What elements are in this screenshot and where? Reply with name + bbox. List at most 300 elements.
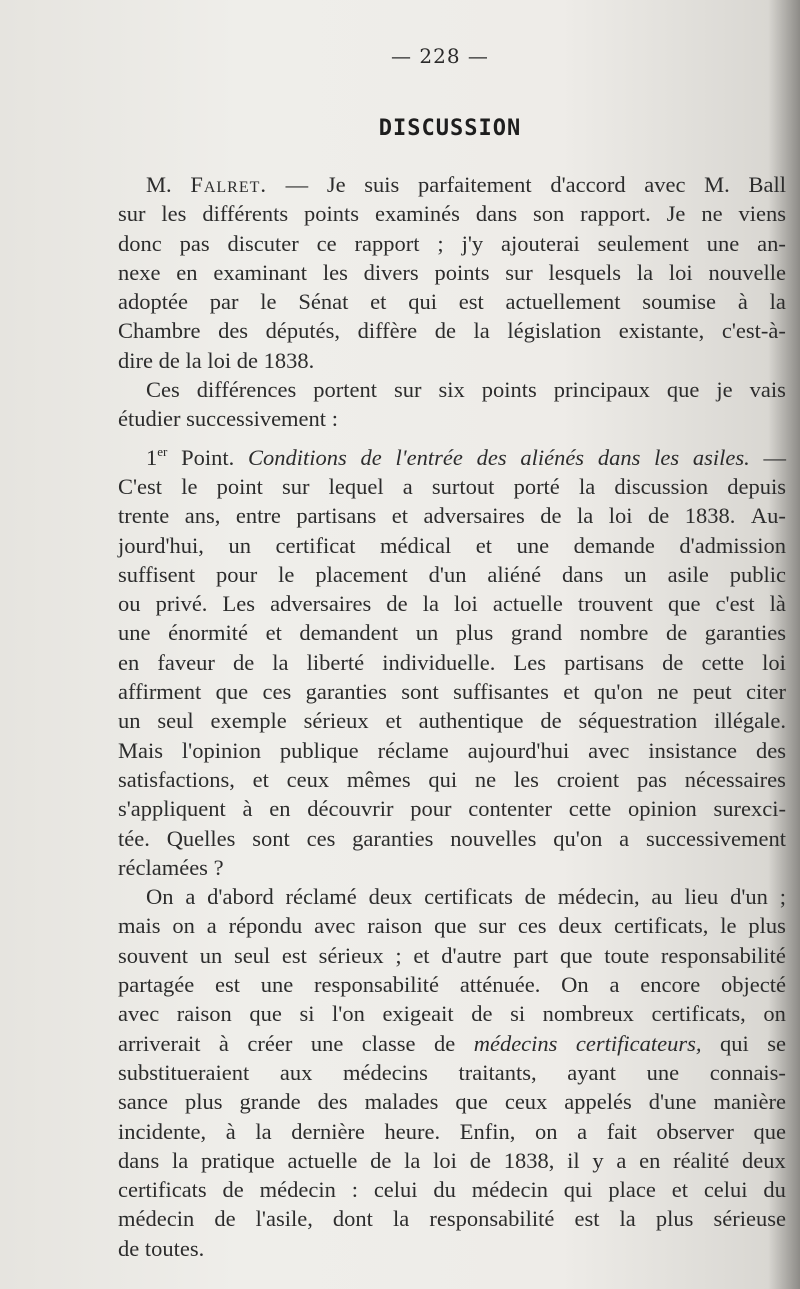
- word: à: [218, 1030, 229, 1056]
- word: connais-: [709, 1059, 786, 1085]
- word: en: [176, 259, 198, 285]
- word: 1838,: [503, 1147, 555, 1173]
- word: que: [249, 1001, 282, 1027]
- word: Les: [513, 649, 546, 675]
- text-line: [118, 501, 786, 530]
- word: on: [172, 913, 195, 939]
- word: insistance: [648, 737, 738, 763]
- word: législation: [507, 318, 602, 344]
- word: incidente,: [118, 1118, 207, 1144]
- word: donc: [118, 230, 162, 256]
- text-line: [118, 229, 786, 258]
- word: lesquels: [548, 259, 622, 285]
- word: de: [471, 1001, 493, 1027]
- word: la: [578, 473, 596, 499]
- text-line: [118, 1058, 786, 1087]
- word: peut: [692, 679, 732, 705]
- word: est: [574, 1206, 600, 1232]
- word: du: [763, 1177, 786, 1203]
- word: an-: [757, 230, 786, 256]
- word: d'accord: [550, 172, 626, 197]
- word: seulement: [597, 230, 689, 256]
- word: de: [370, 1147, 392, 1173]
- word: qu'on: [593, 679, 643, 705]
- word: énormité: [168, 620, 249, 646]
- word: lequel: [328, 473, 384, 499]
- word: est: [458, 289, 484, 315]
- word: certificats,: [614, 913, 709, 939]
- word: —: [285, 172, 309, 197]
- word: la: [473, 318, 490, 344]
- word: deux: [368, 884, 413, 910]
- word: c'est-à-: [721, 318, 786, 344]
- word: si: [299, 1001, 315, 1027]
- word: un: [415, 620, 439, 646]
- word: 1838.: [684, 503, 736, 529]
- word: le: [720, 913, 737, 939]
- word: Je: [326, 172, 346, 197]
- word: médical: [380, 532, 452, 558]
- word: qui: [408, 289, 437, 315]
- word: viens: [738, 201, 786, 227]
- text-line: [118, 736, 786, 765]
- word: plus: [748, 913, 786, 939]
- word: mêmes: [346, 766, 411, 792]
- word: là: [769, 591, 786, 617]
- text-line: [118, 824, 786, 853]
- word: porté: [513, 473, 560, 499]
- word: discuter: [227, 230, 299, 256]
- word: médecin: [118, 1206, 195, 1232]
- word: ceux: [504, 1089, 548, 1115]
- word: responsabilité: [429, 1206, 555, 1232]
- word: sérieux: [303, 708, 369, 734]
- word: points: [304, 201, 360, 227]
- word: le: [181, 473, 198, 499]
- word: et: [265, 620, 282, 646]
- word: illégale.: [714, 708, 786, 734]
- text-line: [118, 375, 786, 404]
- word: et: [563, 679, 580, 705]
- word: au: [651, 884, 673, 910]
- word: deux: [558, 913, 603, 939]
- word: Les: [222, 591, 256, 617]
- word: parfaitement: [417, 172, 532, 197]
- word: principaux: [553, 377, 650, 403]
- word: de: [386, 591, 408, 617]
- word: s'appliquent: [118, 796, 226, 822]
- word: et: [391, 503, 409, 529]
- word: et: [475, 532, 493, 558]
- word: objecté: [720, 972, 786, 998]
- word: la: [769, 289, 786, 315]
- word: le: [260, 289, 277, 315]
- word: certificat: [275, 532, 356, 558]
- word: actuellement: [505, 289, 621, 315]
- text-line: [118, 1117, 786, 1146]
- word: en: [639, 1147, 661, 1173]
- word: ne: [701, 201, 723, 227]
- word: nombre: [579, 620, 649, 646]
- word: on: [535, 1118, 558, 1144]
- word: qui: [719, 1030, 749, 1056]
- word: la: [255, 1118, 272, 1144]
- word: des: [218, 318, 249, 344]
- word: actuelle: [287, 1147, 358, 1173]
- word: manière: [713, 1089, 786, 1115]
- word: Falret.: [190, 172, 267, 197]
- word: responsabilité: [660, 942, 786, 968]
- word: nombreux: [542, 1001, 634, 1027]
- word: a: [402, 473, 413, 499]
- word: créer: [247, 1030, 293, 1056]
- word: médecin: [259, 1177, 336, 1203]
- word: ;: [779, 884, 786, 910]
- word: séquestration: [578, 708, 698, 734]
- word: grande: [239, 1089, 301, 1115]
- word: authentique: [418, 708, 524, 734]
- word: nécessaires: [684, 766, 786, 792]
- word: sur: [478, 913, 506, 939]
- word: en: [118, 649, 140, 675]
- word: de: [118, 1235, 140, 1261]
- word: aux: [279, 1059, 313, 1085]
- word: de: [433, 1030, 456, 1056]
- word: toute: [604, 942, 650, 968]
- word: et: [252, 766, 269, 792]
- word: certificats,: [651, 1001, 746, 1027]
- word: mais: [118, 913, 161, 939]
- word: fait: [606, 1118, 637, 1144]
- word: plus: [184, 1089, 223, 1115]
- word: aliéné: [487, 561, 542, 587]
- word: a: [206, 913, 217, 939]
- word: pour: [216, 561, 258, 587]
- word: nouvelle: [708, 259, 786, 285]
- word: avec: [118, 1001, 160, 1027]
- word: qui: [563, 1177, 593, 1203]
- word: la: [185, 347, 202, 373]
- word: c'est: [715, 591, 755, 617]
- word: affirment: [118, 679, 202, 705]
- word: dans: [475, 201, 518, 227]
- word: qu'on: [553, 825, 603, 851]
- word: de: [524, 884, 546, 910]
- text-line: [118, 648, 786, 677]
- word: entre: [235, 503, 281, 529]
- word: à: [737, 289, 748, 315]
- word: ce: [316, 230, 337, 256]
- text-line: [118, 258, 786, 287]
- word: en: [269, 796, 291, 822]
- word: les: [654, 444, 680, 470]
- word: ces: [306, 825, 336, 851]
- word: sont: [401, 679, 439, 705]
- word: il: [567, 1147, 580, 1173]
- text-line: [118, 911, 786, 940]
- word: de: [236, 347, 258, 373]
- word: seul: [233, 942, 271, 968]
- word: ne: [657, 679, 679, 705]
- word: points: [434, 259, 490, 285]
- text-line: [118, 1146, 786, 1175]
- word: partisans: [296, 503, 377, 529]
- word: je: [716, 377, 733, 403]
- word: de: [469, 1147, 491, 1173]
- word: trente: [118, 503, 170, 529]
- word: des: [755, 737, 786, 763]
- word: que: [667, 591, 701, 617]
- text-line: [118, 1234, 786, 1263]
- word: du: [433, 1177, 456, 1203]
- word: ces: [262, 679, 292, 705]
- word: nouvelles: [450, 825, 537, 851]
- word: aujourd'hui: [467, 737, 570, 763]
- word: opinion: [627, 796, 697, 822]
- word: partagée: [118, 972, 195, 998]
- word: l'on: [332, 1001, 365, 1027]
- word: rapport.: [580, 201, 651, 227]
- word: faveur: [157, 649, 215, 675]
- word: à: [242, 796, 253, 822]
- word: tée.: [118, 825, 150, 851]
- word: portent: [313, 377, 377, 403]
- word: différents: [202, 201, 289, 227]
- word: de: [158, 347, 180, 373]
- word: divers: [363, 259, 419, 285]
- text-line: [118, 404, 786, 433]
- word: :: [351, 1177, 358, 1203]
- word: actuelle: [492, 591, 563, 617]
- word: nexe: [118, 259, 161, 285]
- word: une: [310, 1030, 344, 1056]
- word: la: [619, 1206, 636, 1232]
- word: Enfin,: [459, 1118, 516, 1144]
- word: par: [209, 289, 239, 315]
- word: croient: [556, 766, 620, 792]
- word: sur: [118, 201, 146, 227]
- word: une: [646, 1059, 680, 1085]
- word: l'entrée: [395, 444, 463, 470]
- word: réclamées: [118, 854, 208, 880]
- text-line: [118, 170, 786, 199]
- word: successivement: [645, 825, 786, 851]
- word: souvent: [118, 942, 188, 968]
- word: la: [404, 1147, 421, 1173]
- word: députés,: [265, 318, 340, 344]
- word: rapport: [354, 230, 420, 256]
- word: que: [455, 1089, 488, 1115]
- word: a: [185, 884, 196, 910]
- word: des: [476, 444, 507, 470]
- text-line: [118, 794, 786, 823]
- word: réalité: [673, 1147, 730, 1173]
- word: un: [228, 532, 251, 558]
- word: de: [540, 708, 562, 734]
- word: répondu: [228, 913, 303, 939]
- word: public: [729, 561, 786, 587]
- word: C'est: [118, 473, 163, 499]
- word: 1838.: [263, 347, 315, 373]
- word: sur: [505, 259, 533, 285]
- word: et: [385, 708, 402, 734]
- word: 1er: [146, 443, 168, 470]
- word: Conditions: [248, 444, 347, 470]
- word: y: [592, 1147, 604, 1173]
- word: raison: [367, 913, 423, 939]
- word: dans: [562, 561, 604, 587]
- word: trouvent: [577, 591, 653, 617]
- word: partisans: [564, 649, 645, 675]
- word: encore: [640, 972, 701, 998]
- word: les: [322, 259, 348, 285]
- word: seul: [157, 708, 194, 734]
- word: M.: [704, 172, 730, 197]
- word: les: [513, 766, 539, 792]
- word: asiles.: [692, 444, 750, 470]
- word: la: [577, 503, 594, 529]
- word: adversaires: [270, 591, 372, 617]
- word: est: [281, 942, 307, 968]
- word: garanties: [305, 679, 387, 705]
- text-line: [118, 316, 786, 345]
- word: et: [370, 289, 387, 315]
- text-line: [118, 706, 786, 735]
- word: une: [516, 532, 550, 558]
- word: médecin: [471, 1177, 548, 1203]
- word: examinés: [374, 201, 460, 227]
- word: ces: [517, 913, 547, 939]
- word: classe: [361, 1030, 416, 1056]
- word: privé.: [155, 591, 208, 617]
- text-line: [118, 677, 786, 706]
- text-line: [118, 618, 786, 647]
- word: discussion: [614, 473, 709, 499]
- word: diffère: [357, 318, 418, 344]
- text-line: [118, 1029, 786, 1058]
- word: ;: [395, 942, 402, 968]
- word: :: [331, 406, 338, 432]
- word: un: [624, 561, 647, 587]
- word: ne: [474, 766, 497, 792]
- word: j'y: [461, 230, 484, 256]
- word: deux: [742, 1147, 786, 1173]
- word: loi: [454, 591, 478, 617]
- text-line: [118, 1087, 786, 1116]
- text-line: [118, 970, 786, 999]
- word: on: [763, 1001, 786, 1027]
- word: les: [161, 201, 187, 227]
- text-line: [118, 1204, 786, 1233]
- word: de: [648, 503, 670, 529]
- text-line: [118, 999, 786, 1028]
- word: cette: [568, 796, 612, 822]
- word: avec: [588, 737, 630, 763]
- word: que: [434, 913, 467, 939]
- word: M.: [146, 172, 172, 197]
- word: d'admission: [679, 532, 786, 558]
- word: observer: [656, 1118, 734, 1144]
- text-line: [118, 882, 786, 911]
- word: Mais: [118, 737, 163, 763]
- text-line: [118, 531, 786, 560]
- word: place: [608, 1177, 656, 1203]
- word: sance: [118, 1089, 168, 1115]
- word: de: [232, 649, 255, 675]
- word: ?: [213, 854, 224, 880]
- text-line: [118, 1175, 786, 1204]
- word: pratique: [201, 1147, 275, 1173]
- word: celui: [373, 1177, 418, 1203]
- word: exigeait: [382, 1001, 454, 1027]
- word: ans,: [184, 503, 221, 529]
- word: de: [222, 1177, 244, 1203]
- word: grand: [510, 620, 563, 646]
- text-line: [118, 560, 786, 589]
- word: traitants,: [458, 1059, 537, 1085]
- word: et: [671, 1177, 688, 1203]
- word: une: [706, 230, 740, 256]
- word: demandent: [299, 620, 399, 646]
- word: responsabilité: [314, 972, 440, 998]
- word: Chambre: [118, 318, 201, 344]
- word: heure.: [384, 1118, 441, 1144]
- word: asile: [667, 561, 709, 587]
- word: appelés: [564, 1089, 632, 1115]
- word: jourd'hui,: [118, 532, 204, 558]
- word: satisfactions,: [118, 766, 235, 792]
- word: d'un: [730, 884, 768, 910]
- text-line: [118, 941, 786, 970]
- word: que: [559, 942, 593, 968]
- word: cette: [701, 649, 744, 675]
- word: soumise: [642, 289, 717, 315]
- word: réclamé: [285, 884, 357, 910]
- body-text: [118, 170, 786, 1263]
- word: loi: [207, 347, 232, 373]
- word: loi: [762, 649, 786, 675]
- word: exemple: [210, 708, 287, 734]
- word: une: [118, 620, 151, 646]
- text-line: [118, 853, 786, 882]
- word: suis: [364, 172, 400, 197]
- word: dont: [332, 1206, 373, 1232]
- word: existante,: [618, 318, 705, 344]
- word: plus: [455, 620, 494, 646]
- word: toutes.: [144, 1235, 205, 1261]
- word: la: [636, 259, 654, 285]
- word: avec: [314, 913, 356, 939]
- word: son: [532, 201, 565, 227]
- word: celui: [703, 1177, 748, 1203]
- word: raison: [176, 1001, 232, 1027]
- word: la: [422, 591, 439, 617]
- word: de: [214, 1206, 236, 1232]
- word: loi: [668, 259, 693, 285]
- word: un: [199, 942, 223, 968]
- word: médecins: [342, 1059, 428, 1085]
- word: d'une: [648, 1089, 697, 1115]
- word: lieu: [684, 884, 719, 910]
- text-line: [118, 472, 786, 501]
- word: Sénat: [298, 289, 349, 315]
- word: découvrir: [307, 796, 394, 822]
- word: la: [393, 1206, 410, 1232]
- word: à: [225, 1118, 236, 1144]
- word: loi: [433, 1147, 457, 1173]
- text-line: [118, 443, 786, 472]
- word: adversaires: [423, 503, 525, 529]
